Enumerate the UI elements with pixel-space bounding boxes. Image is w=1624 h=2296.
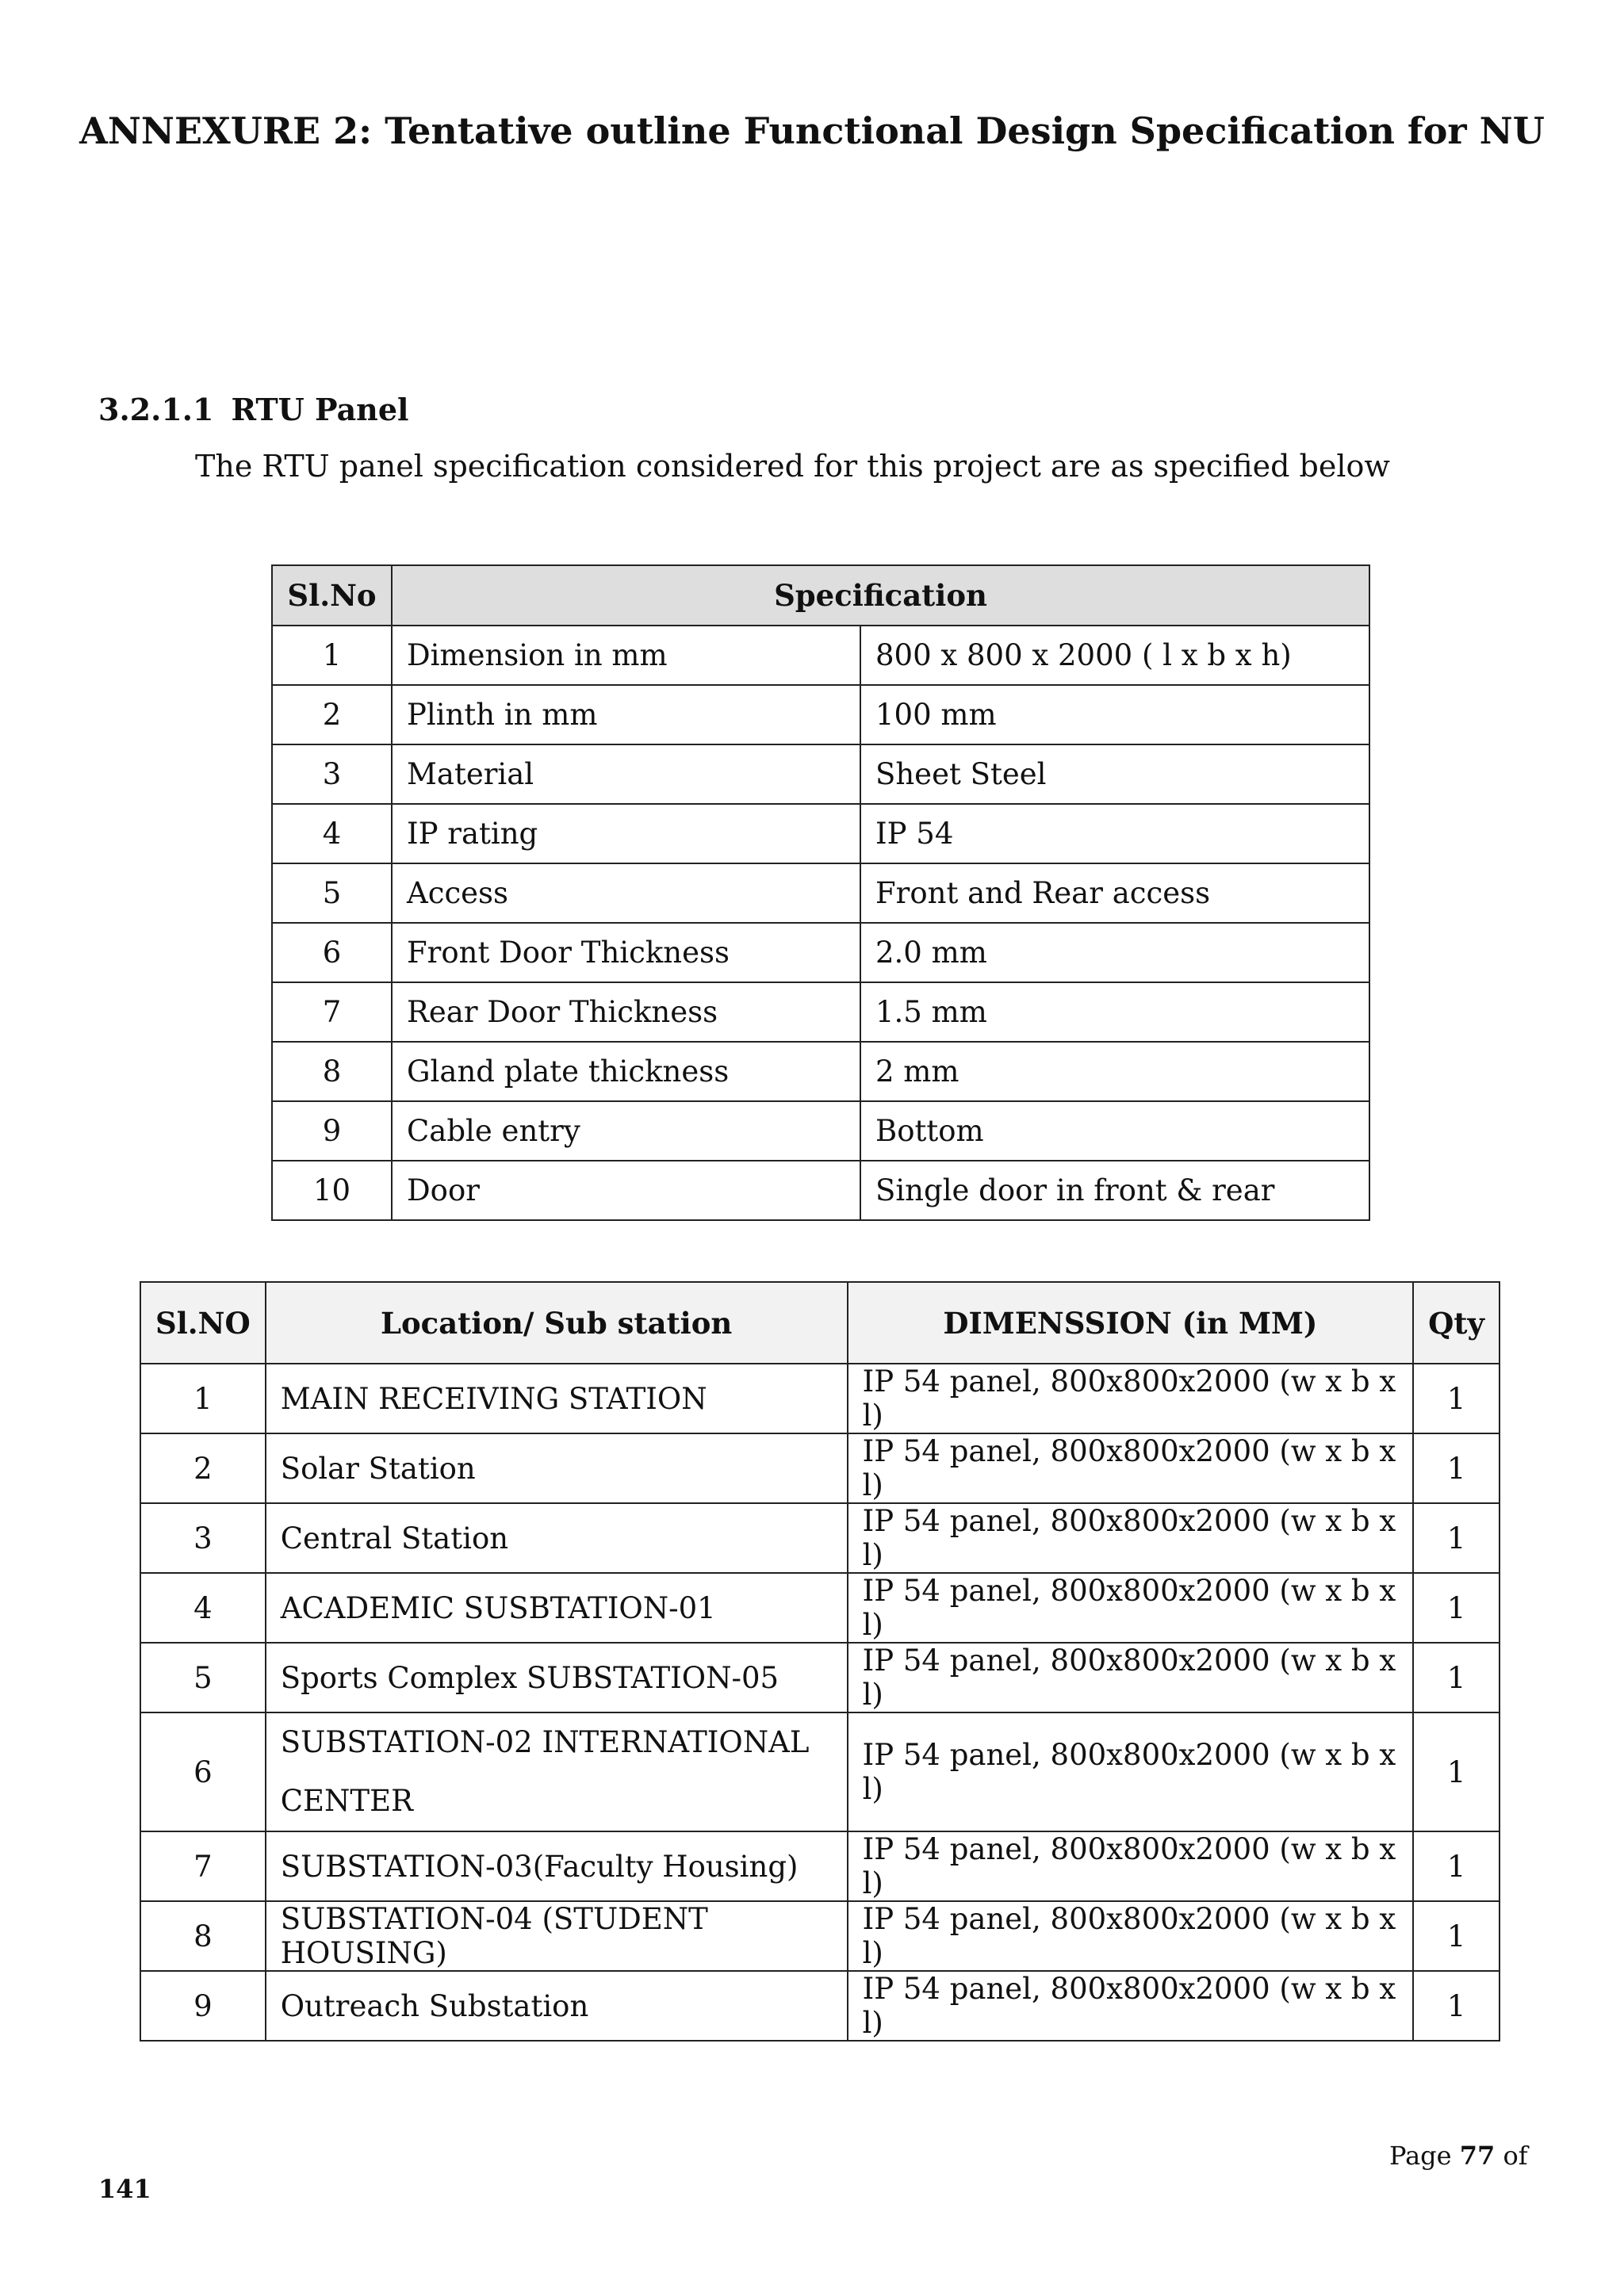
- location-row-qty: 1: [1413, 1433, 1500, 1503]
- location-row-name: Solar Station: [266, 1433, 848, 1503]
- spec-table: [271, 564, 1370, 1221]
- location-row-dimension: IP 54 panel, 800x800x2000 (w x b x l): [848, 1364, 1414, 1433]
- location-row-number: 8: [140, 1901, 266, 1971]
- table-row: [140, 1831, 1500, 1901]
- spec-row-item: Material: [392, 744, 860, 804]
- spec-header-specification: Specification: [392, 565, 1369, 626]
- location-row-qty: 1: [1413, 1901, 1500, 1971]
- spec-row-value: 800 x 800 x 2000 ( l x b x h): [860, 626, 1369, 685]
- spec-row-item: Cable entry: [392, 1101, 860, 1161]
- table-row: [272, 804, 1369, 863]
- page-total: 141: [98, 2174, 151, 2204]
- table-row: [272, 863, 1369, 923]
- spec-row-item: Access: [392, 863, 860, 923]
- location-row-dimension: IP 54 panel, 800x800x2000 (w x b x l): [848, 1712, 1414, 1831]
- spec-row-number: 10: [272, 1161, 392, 1220]
- location-row-name: SUBSTATION-02 INTERNATIONAL CENTER: [266, 1712, 848, 1831]
- location-row-name: Outreach Substation: [266, 1971, 848, 2041]
- location-row-qty: 1: [1413, 1573, 1500, 1643]
- location-row-name: ACADEMIC SUSBTATION-01: [266, 1573, 848, 1643]
- location-row-dimension: IP 54 panel, 800x800x2000 (w x b x l): [848, 1503, 1414, 1573]
- table-row: [272, 626, 1369, 685]
- location-table-body: [140, 1364, 1500, 2041]
- section-title: RTU Panel: [231, 392, 409, 427]
- location-table: [140, 1281, 1500, 2042]
- spec-row-item: Plinth in mm: [392, 685, 860, 744]
- location-header-location: Location/ Sub station: [266, 1282, 848, 1364]
- location-header-qty: Qty: [1413, 1282, 1500, 1364]
- page-prefix: Page: [1389, 2141, 1452, 2171]
- location-row-qty: 1: [1413, 1503, 1500, 1573]
- table-row: [140, 1573, 1500, 1643]
- location-header-dimension: DIMENSSION (in MM): [848, 1282, 1414, 1364]
- location-row-name: Central Station: [266, 1503, 848, 1573]
- location-row-number: 3: [140, 1503, 266, 1573]
- location-row-qty: 1: [1413, 1643, 1500, 1712]
- location-header-slno: Sl.NO: [140, 1282, 266, 1364]
- table-row: [272, 923, 1369, 982]
- spec-row-value: 1.5 mm: [860, 982, 1369, 1042]
- spec-row-value: IP 54: [860, 804, 1369, 863]
- location-row-number: 5: [140, 1643, 266, 1712]
- location-row-dimension: IP 54 panel, 800x800x2000 (w x b x l): [848, 1643, 1414, 1712]
- table-row: [272, 1042, 1369, 1101]
- table-row: [272, 744, 1369, 804]
- spec-row-number: 2: [272, 685, 392, 744]
- location-row-name: SUBSTATION-03(Faculty Housing): [266, 1831, 848, 1901]
- table-row: [140, 1433, 1500, 1503]
- spec-row-item: Front Door Thickness: [392, 923, 860, 982]
- spec-row-value: 2.0 mm: [860, 923, 1369, 982]
- location-row-name: Sports Complex SUBSTATION-05: [266, 1643, 848, 1712]
- table-row: [140, 1712, 1500, 1831]
- location-row-qty: 1: [1413, 1831, 1500, 1901]
- location-row-qty: 1: [1413, 1364, 1500, 1433]
- location-row-dimension: IP 54 panel, 800x800x2000 (w x b x l): [848, 1901, 1414, 1971]
- location-row-name: MAIN RECEIVING STATION: [266, 1364, 848, 1433]
- location-row-number: 4: [140, 1573, 266, 1643]
- page-number: [1389, 2141, 1528, 2171]
- spec-header-slno: Sl.No: [272, 565, 392, 626]
- location-row-number: 1: [140, 1364, 266, 1433]
- spec-row-item: Gland plate thickness: [392, 1042, 860, 1101]
- table-row: [272, 1101, 1369, 1161]
- spec-row-number: 8: [272, 1042, 392, 1101]
- spec-row-number: 1: [272, 626, 392, 685]
- table-row: [272, 685, 1369, 744]
- location-row-number: 7: [140, 1831, 266, 1901]
- location-row-dimension: IP 54 panel, 800x800x2000 (w x b x l): [848, 1433, 1414, 1503]
- spec-row-value: Sheet Steel: [860, 744, 1369, 804]
- spec-row-value: Bottom: [860, 1101, 1369, 1161]
- spec-row-item: Rear Door Thickness: [392, 982, 860, 1042]
- location-table-header-row: [140, 1282, 1500, 1364]
- spec-row-item: Dimension in mm: [392, 626, 860, 685]
- location-row-dimension: IP 54 panel, 800x800x2000 (w x b x l): [848, 1831, 1414, 1901]
- table-row: [140, 1364, 1500, 1433]
- table-row: [272, 1161, 1369, 1220]
- table-row: [140, 1901, 1500, 1971]
- spec-row-number: 4: [272, 804, 392, 863]
- spec-table-header-row: [272, 565, 1369, 626]
- section-heading: [98, 392, 408, 427]
- table-row: [140, 1971, 1500, 2041]
- location-row-dimension: IP 54 panel, 800x800x2000 (w x b x l): [848, 1573, 1414, 1643]
- location-row-number: 9: [140, 1971, 266, 2041]
- page-title: ANNEXURE 2: Tentative outline Functional Design Specification for NU: [79, 109, 1545, 152]
- spec-row-number: 3: [272, 744, 392, 804]
- table-row: [140, 1503, 1500, 1573]
- page-current: 77: [1459, 2141, 1496, 2171]
- table-row: [140, 1643, 1500, 1712]
- page-of: of: [1503, 2141, 1528, 2171]
- location-row-number: 2: [140, 1433, 266, 1503]
- spec-row-value: 100 mm: [860, 685, 1369, 744]
- spec-row-item: Door: [392, 1161, 860, 1220]
- spec-row-number: 6: [272, 923, 392, 982]
- table-row: [272, 982, 1369, 1042]
- spec-row-value: Single door in front & rear: [860, 1161, 1369, 1220]
- spec-row-item: IP rating: [392, 804, 860, 863]
- spec-table-body: [272, 626, 1369, 1220]
- section-intro: The RTU panel specification considered for this project are as specified below: [195, 449, 1390, 484]
- spec-row-number: 9: [272, 1101, 392, 1161]
- spec-row-value: Front and Rear access: [860, 863, 1369, 923]
- location-row-number: 6: [140, 1712, 266, 1831]
- location-row-name: SUBSTATION-04 (STUDENT HOUSING): [266, 1901, 848, 1971]
- section-number: 3.2.1.1: [98, 392, 214, 427]
- spec-row-number: 7: [272, 982, 392, 1042]
- spec-row-value: 2 mm: [860, 1042, 1369, 1101]
- location-row-dimension: IP 54 panel, 800x800x2000 (w x b x l): [848, 1971, 1414, 2041]
- location-row-qty: 1: [1413, 1712, 1500, 1831]
- spec-row-number: 5: [272, 863, 392, 923]
- location-row-qty: 1: [1413, 1971, 1500, 2041]
